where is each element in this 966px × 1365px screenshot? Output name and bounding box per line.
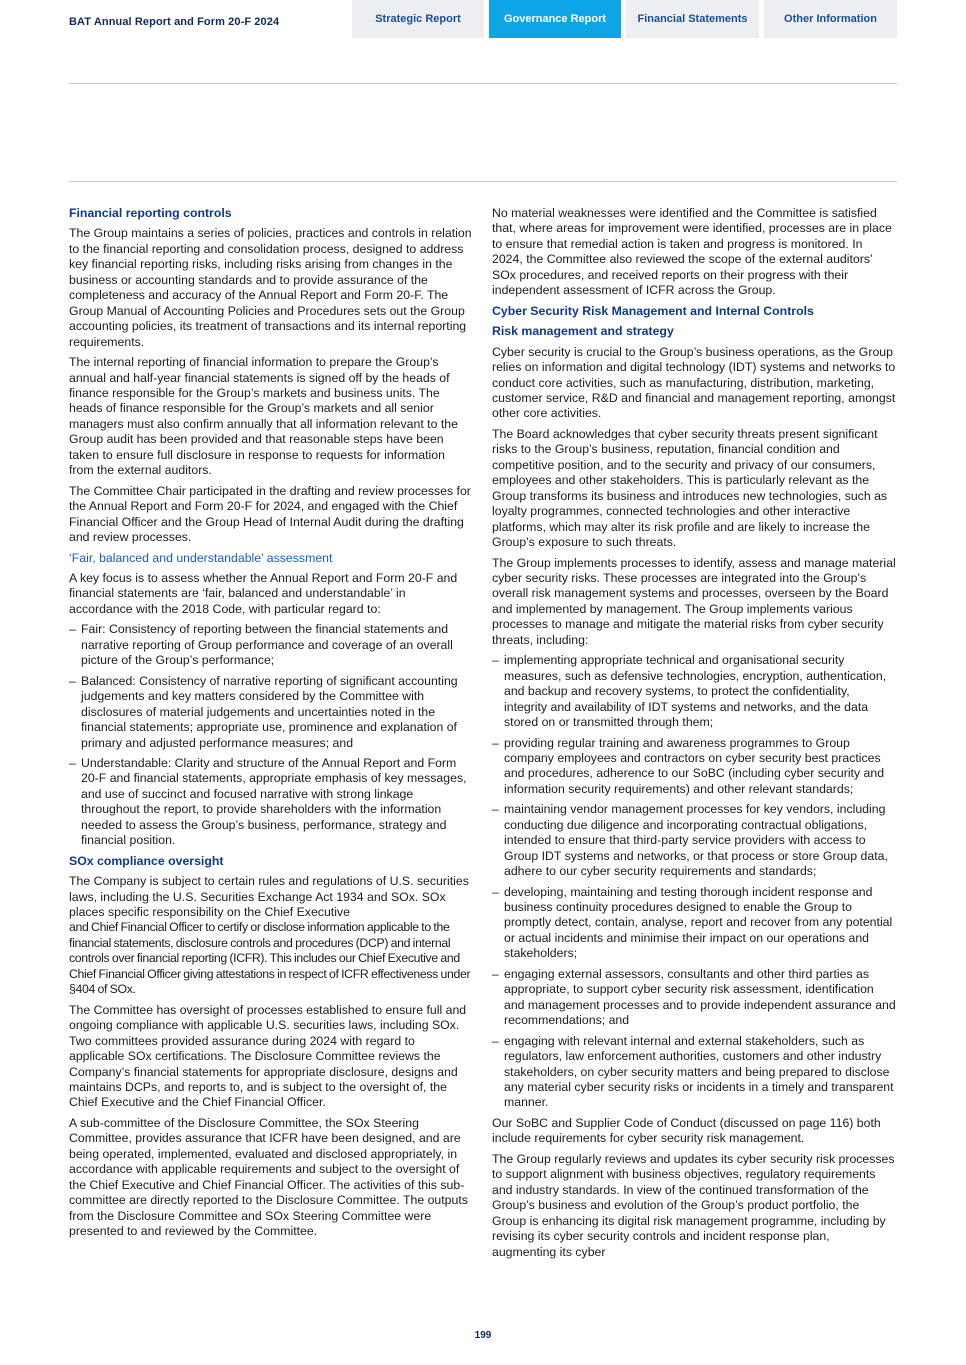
list-item: – engaging external assessors, consultants and other third parties as appropriate, to support cyber security risk assessment, identification and management processes and to provide independent assurance and recommendations; and bbox=[492, 967, 896, 1029]
list-item: – maintaining vendor management processes for key vendors, including conducting due diligence and incorporating contractual obligations, intended to ensure that third-party service providers with access to Group IDT systems and networks, or that process or store Group data, adhere to our cyber security requirements and standards; bbox=[492, 802, 896, 879]
financial-reporting-controls-heading: Financial reporting controls bbox=[69, 206, 232, 220]
top-divider bbox=[69, 83, 897, 84]
paragraph: The Committee has oversight of processes established to ensure full and ongoing compliance with applicable U.S. securities laws, including SOx. Two committees provided assurance during 2024 with regard to applicable SOx certifications. The Disclosure Committee reviews the Company’s financial statements for appropriate disclosure, designs and maintains DCPs, and reports to, and is subject to the oversight of, the Chief Executive and the Chief Financial Officer. bbox=[69, 1002, 467, 1110]
list-item: – Balanced: Consistency of narrative reporting of significant accounting judgements and key matters considered by the Committee with disclosures of material judgements and uncertainties noted in the financial statements; appropriate use, prominence and explanation of primary and adjusted performance measures; and bbox=[69, 674, 472, 751]
tab-governance-report[interactable]: Governance Report bbox=[489, 0, 621, 38]
sox-heading: SOx compliance oversight bbox=[69, 853, 224, 868]
tab-other-information[interactable]: Other Information bbox=[764, 0, 897, 38]
tab-financial-statements[interactable]: Financial Statements bbox=[626, 0, 759, 38]
paragraph: and Chief Financial Officer to certify or disclose information applicable to the financial statements, disclosure controls and procedures (DCP) and internal controls over financial reporting (ICFR). This includes our Chief Executive and Chief Financial Officer giving attestations in respect of ICFR effectiveness under §404 of SOx. bbox=[69, 920, 471, 997]
right-column bbox=[492, 206, 896, 1265]
paragraph: The Board acknowledges that cyber security threats present significant risks to the Group’s business, reputation, financial condition and competitive position, and to the security and privacy of our consumers, employees and other stakeholders. This is particularly relevant as the Group transforms its business and introduces new technologies, such as loyalty programmes, connected technologies and other interactive platforms, which may alter its risk profile and are likely to increase the Group’s exposure to such threats. bbox=[492, 426, 888, 550]
left-column bbox=[69, 206, 472, 1245]
cyber-bullet-list bbox=[492, 653, 896, 1111]
paragraph: The Company is subject to certain rules and regulations of U.S. securities laws, including the U.S. Securities Exchange Act 1934 and SOx. SOx places specific responsibility on the Chief Executive bbox=[69, 874, 469, 920]
fbu-bullet-list bbox=[69, 622, 472, 848]
paragraph: A key focus is to assess whether the Annual Report and Form 20-F and financial statements are ‘fair, balanced and understandable’ in accordance with the 2018 Code, with particular regard to: bbox=[69, 570, 458, 616]
paragraph: The Group maintains a series of policies, practices and controls in relation to the financial reporting and consolidation process, designed to address key financial reporting risks, including risks arising from changes in the business or accounting standards and to provide assurance of the completeness and accuracy of the Annual Report and Form 20-F. The Group Manual of Accounting Policies and Procedures sets out the Group accounting policies, its treatment of transactions and its internal reporting requirements. bbox=[69, 226, 472, 349]
report-title: BAT Annual Report and Form 20-F 2024 bbox=[69, 16, 280, 28]
content-divider bbox=[69, 181, 897, 182]
list-item: – developing, maintaining and testing thorough incident response and business continuity procedures designed to enable the Group to promptly detect, contain, analyse, report and recover from any potential or actual incidents and minimise their impact on our operations and stakeholders; bbox=[492, 885, 896, 962]
paragraph: A sub-committee of the Disclosure Committee, the SOx Steering Committee, provides assurance that ICFR have been designed, and are being operated, implemented, evaluated and disclosed appropriately, in accordance with applicable requirements and subject to the oversight of the Chief Executive and Chief Financial Officer. The activities of this sub-committee are directly reported to the Disclosure Committee. The outputs from the Disclosure Committee and SOx Steering Committee were presented to and reviewed by the Committee. bbox=[69, 1115, 468, 1239]
list-item: – engaging with relevant internal and external stakeholders, such as regulators, law enforcement authorities, customers and other industry stakeholders, on cyber security matters and being prepared to disclose any material cyber security risks or incidents in a timely and transparent manner. bbox=[492, 1034, 896, 1111]
cyber-security-heading: Cyber Security Risk Management and Internal Controls bbox=[492, 303, 814, 318]
paragraph: Our SoBC and Supplier Code of Conduct (discussed on page 116) both include requirements for cyber security risk management. bbox=[492, 1115, 881, 1146]
list-item: – Fair: Consistency of reporting between the financial statements and narrative reporting of Group performance and coverage of an overall picture of the Group’s performance; bbox=[69, 622, 472, 668]
paragraph: The Committee Chair participated in the drafting and review processes for the Annual Report and Form 20-F for 2024, and engaged with the Chief Financial Officer and the Group Head of Internal Audit during the drafting and review processes. bbox=[69, 483, 471, 545]
tab-strategic-report[interactable]: Strategic Report bbox=[352, 0, 484, 38]
paragraph: Cyber security is crucial to the Group’s business operations, as the Group relies on information and digital technology (IDT) systems and networks to conduct core activities, such as manufacturing, distribution, marketing, customer service, R&D and financial and management reporting, amongst other core activities. bbox=[492, 344, 896, 421]
paragraph: The internal reporting of financial information to prepare the Group’s annual and half-year financial statements is signed off by the heads of finance responsible for the Group’s markets and business units. The heads of finance responsible for the Group’s markets and all senior managers must also confirm annually that all information relevant to the Group audit has been provided and that reasonable steps have been taken to ensure full disclosure in response to requests for information from the external auditors. bbox=[69, 355, 458, 478]
list-item: – providing regular training and awareness programmes to Group company employees and contractors on cyber security best practices and procedures, adherence to our SoBC (including cyber security and information security requirements) and other relevant standards; bbox=[492, 736, 896, 798]
paragraph: The Group regularly reviews and updates its cyber security risk processes to support alignment with business objectives, regulatory requirements and industry standards. In view of the continued transformation of the Group’s business and evolution of the Group’s product portfolio, the Group is enhancing its digital risk management programme, including by revising its cyber security controls and incident response plan, augmenting its cyber bbox=[492, 1151, 895, 1259]
list-item: – implementing appropriate technical and organisational security measures, such as defensive technologies, encryption, authentication, and backup and recovery systems, to protect the confidentiality, integrity and availability of IDT systems and networks, and the data stored on or transmitted through them; bbox=[492, 653, 896, 730]
paragraph: The Group implements processes to identify, assess and manage material cyber security risks. These processes are integrated into the Group’s overall risk management systems and processes, overseen by the Board and implemented by management. The Group implements various processes to manage and mitigate the material risks from cyber security threats, including: bbox=[492, 555, 896, 647]
list-item: – Understandable: Clarity and structure of the Annual Report and Form 20-F and financial statements, appropriate emphasis of key messages, and use of succinct and focused narrative with strong linkage throughout the report, to provide shareholders with the information needed to assess the Group’s business, performance, strategy and financial position. bbox=[69, 756, 472, 849]
fair-balanced-heading: ‘Fair, balanced and understandable’ assessment bbox=[69, 550, 333, 565]
page-number: 199 bbox=[474, 1330, 492, 1341]
paragraph: No material weaknesses were identified and the Committee is satisfied that, where areas for improvement were identified, processes are in place to ensure that remedial action is taken and progress is monitored. In 2024, the Committee also reviewed the scope of the external auditors’ SOx procedures, and received reports on their progress with their independent assessment of ICFR across the Group. bbox=[492, 206, 892, 298]
risk-management-subheading: Risk management and strategy bbox=[492, 324, 674, 339]
